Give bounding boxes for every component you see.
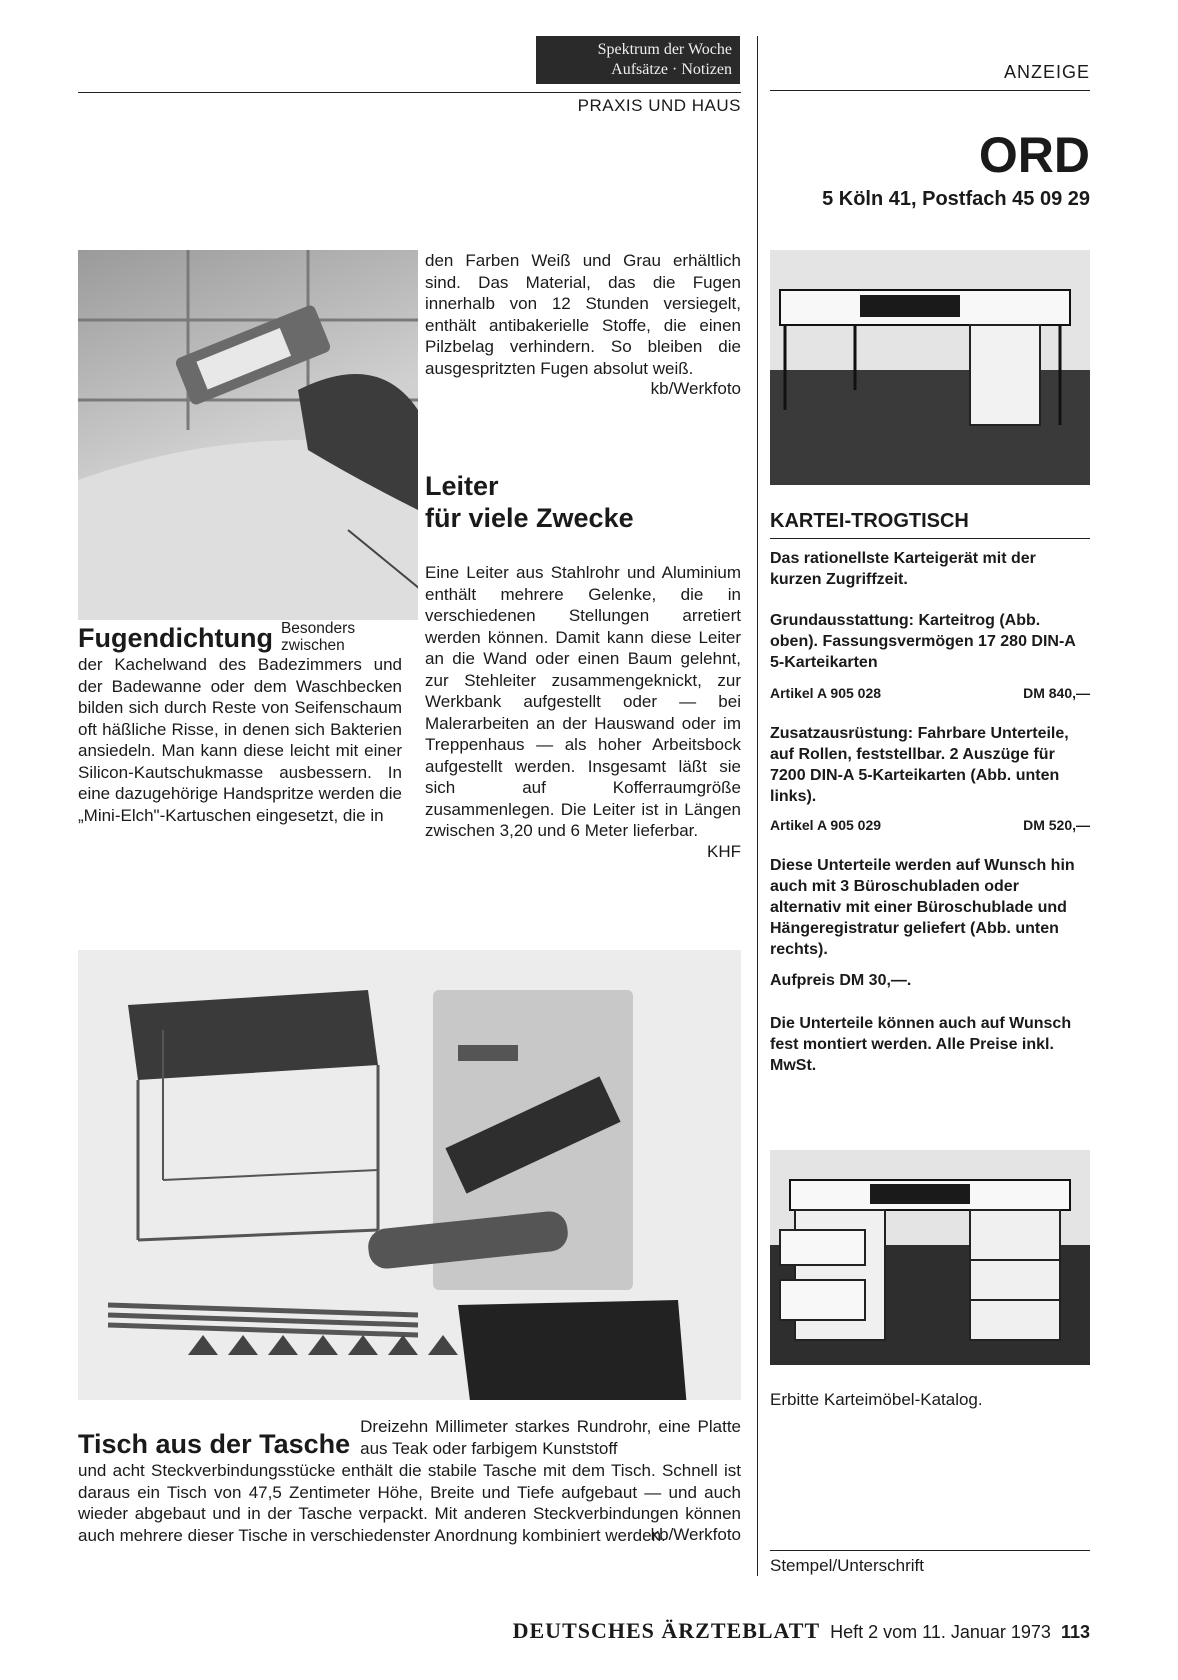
ad-catalog-request: Erbitte Karteimöbel-Katalog. (770, 1390, 983, 1409)
ad-photo-desk (770, 250, 1090, 485)
photo-table-kit (78, 950, 741, 1400)
article-continued-body: den Farben Weiß und Grau erhältlich sind. Das Material, das die Fugen innerhalb von 12 Stunden versiegelt, enthält antibakerielle Stoffe, die einen Pilzbelag verhindern. So bleiben die ausgespritzten Fugen absolut weiß. (425, 251, 741, 378)
article-body: Eine Leiter aus Stahlrohr und Aluminium enthält mehrere Gelenke, die in verschiedenen Stellungen arretiert werden können. Damit kann diese Leiter an die Wand oder einen Baum gelehnt, zur Stehleiter zusammengeknickt, zur Werkbank aufgestellt oder — bei Malerarbeiten an der Hauswand oder im Treppenhaus — als hoher Arbeitsbock aufgestellt werden. Insgesamt läßt sie sich auf Kofferraumgröße zusammenlegen. Die Leiter ist in Längen zwischen 3,20 und 6 Meter lieferbar. (425, 563, 741, 840)
article-title-line1: Leiter (425, 471, 499, 501)
ad-product-rule (770, 538, 1090, 539)
ad-photo-desk-art (770, 250, 1090, 485)
ad-label: ANZEIGE (1003, 62, 1090, 82)
ad-stamp-rule (770, 1550, 1090, 1551)
article-tisch (78, 1416, 741, 1545)
ad-details (770, 548, 1090, 1076)
article-fugendichtung (78, 620, 402, 826)
footer-issue: Heft 2 vom 11. Januar 1973 (830, 1622, 1051, 1642)
article-lead: Besonders zwischen (280, 620, 356, 654)
ad-price-row-1 (770, 685, 1090, 701)
page-footer (440, 1618, 1090, 1644)
footer-page-number: 113 (1060, 1622, 1090, 1642)
article-fugendichtung-continued (425, 250, 741, 399)
article-title-line2: für viele Zwecke (425, 503, 634, 533)
ad-price: DM 840,— (1023, 685, 1090, 701)
ad-address: 5 Köln 41, Postfach 45 09 29 (822, 188, 1090, 210)
footer-journal: DEUTSCHES ÄRZTEBLATT (512, 1618, 821, 1643)
section-tab-line1: Spektrum der Woche (597, 41, 732, 58)
article-leiter (425, 470, 741, 862)
header-rule-right (770, 90, 1090, 91)
article-credit: KHF (707, 841, 741, 861)
article-body: und acht Steckverbindungsstücke enthält die stabile Tasche mit dem Tisch. Schnell ist daraus ein Tisch von 47,5 Zentimeter Höhe, Breite und Tiefe aufgebaut — und auch wieder abgebaut und in der Tasche verpackt. Mit anderen Steckverbindungen können auch mehrere dieser Tische in verschiedenster Anordnung kombiniert werden. (78, 1461, 741, 1545)
ad-extra: Zusatzausrüstung: Fahrbare Unterteile, auf Rollen, feststellbar. 2 Auszüge für 7200 DIN-A 5-Karteikarten (Abb. unten links). (770, 725, 1069, 805)
article-title: Tisch aus der Tasche (78, 1429, 351, 1459)
article-title: Fugendichtung (78, 623, 273, 653)
ad-price-row-2 (770, 817, 1090, 833)
article-body: der Kachelwand des Badezimmers und der Badewanne oder dem Waschbecken bilden sich durch Reste von Seifenschaum oft häßliche Risse, in denen sich Bakterien ansiedeln. Man kann diese leicht mit einer Silicon-Kautschukmasse ausbessern. In eine dazugehörige Handspritze werden die „Mini-Elch"-Kartuschen eingesetzt, die in (78, 655, 402, 825)
header-rule-left (78, 92, 741, 93)
ad-article-number: Artikel A 905 028 (770, 685, 882, 701)
ad-photo-desk-drawers-art (770, 1150, 1090, 1365)
section-label: PRAXIS UND HAUS (577, 96, 741, 115)
ad-stamp-label: Stempel/Unterschrift (770, 1556, 924, 1575)
photo-caulking (78, 250, 418, 620)
ad-price: DM 520,— (1023, 817, 1090, 833)
article-lead: Dreizehn Millimeter starkes Rundrohr, eine Platte aus Teak oder farbigem Kunststoff (360, 1417, 741, 1458)
ad-brand: ORD (978, 127, 1090, 183)
ad-options: Diese Unterteile werden auf Wunsch hin auch mit 3 Büroschubladen oder alternativ mit einer Büroschublade und Hängeregistratur geliefert (Abb. unten rechts). (770, 857, 1075, 958)
ad-tagline: Das rationellste Karteigerät mit der kurzen Zugriffzeit. (770, 550, 1036, 588)
ad-assembly: Die Unterteile können auch auf Wunsch fest montiert werden. Alle Preise inkl. MwSt. (770, 1015, 1072, 1074)
article-credit: kb/Werkfoto (650, 379, 741, 398)
ad-basic: Grundausstattung: Karteitrog (Abb. oben). Fassungsvermögen 17 280 DIN-A 5-Karteikarten (770, 612, 1076, 671)
section-tab-line2: Aufsätze · Notizen (611, 61, 732, 78)
ad-article-number: Artikel A 905 029 (770, 817, 882, 833)
article-credit: kb/Werkfoto (650, 1525, 741, 1544)
column-divider (757, 36, 758, 1576)
ad-product: KARTEI-TROGTISCH (770, 510, 969, 532)
section-tab (536, 36, 740, 84)
photo-table-kit-art (78, 950, 741, 1400)
ad-photo-desk-drawers (770, 1150, 1090, 1365)
photo-caulking-art (78, 250, 418, 620)
ad-surcharge: Aufpreis DM 30,—. (770, 972, 912, 989)
